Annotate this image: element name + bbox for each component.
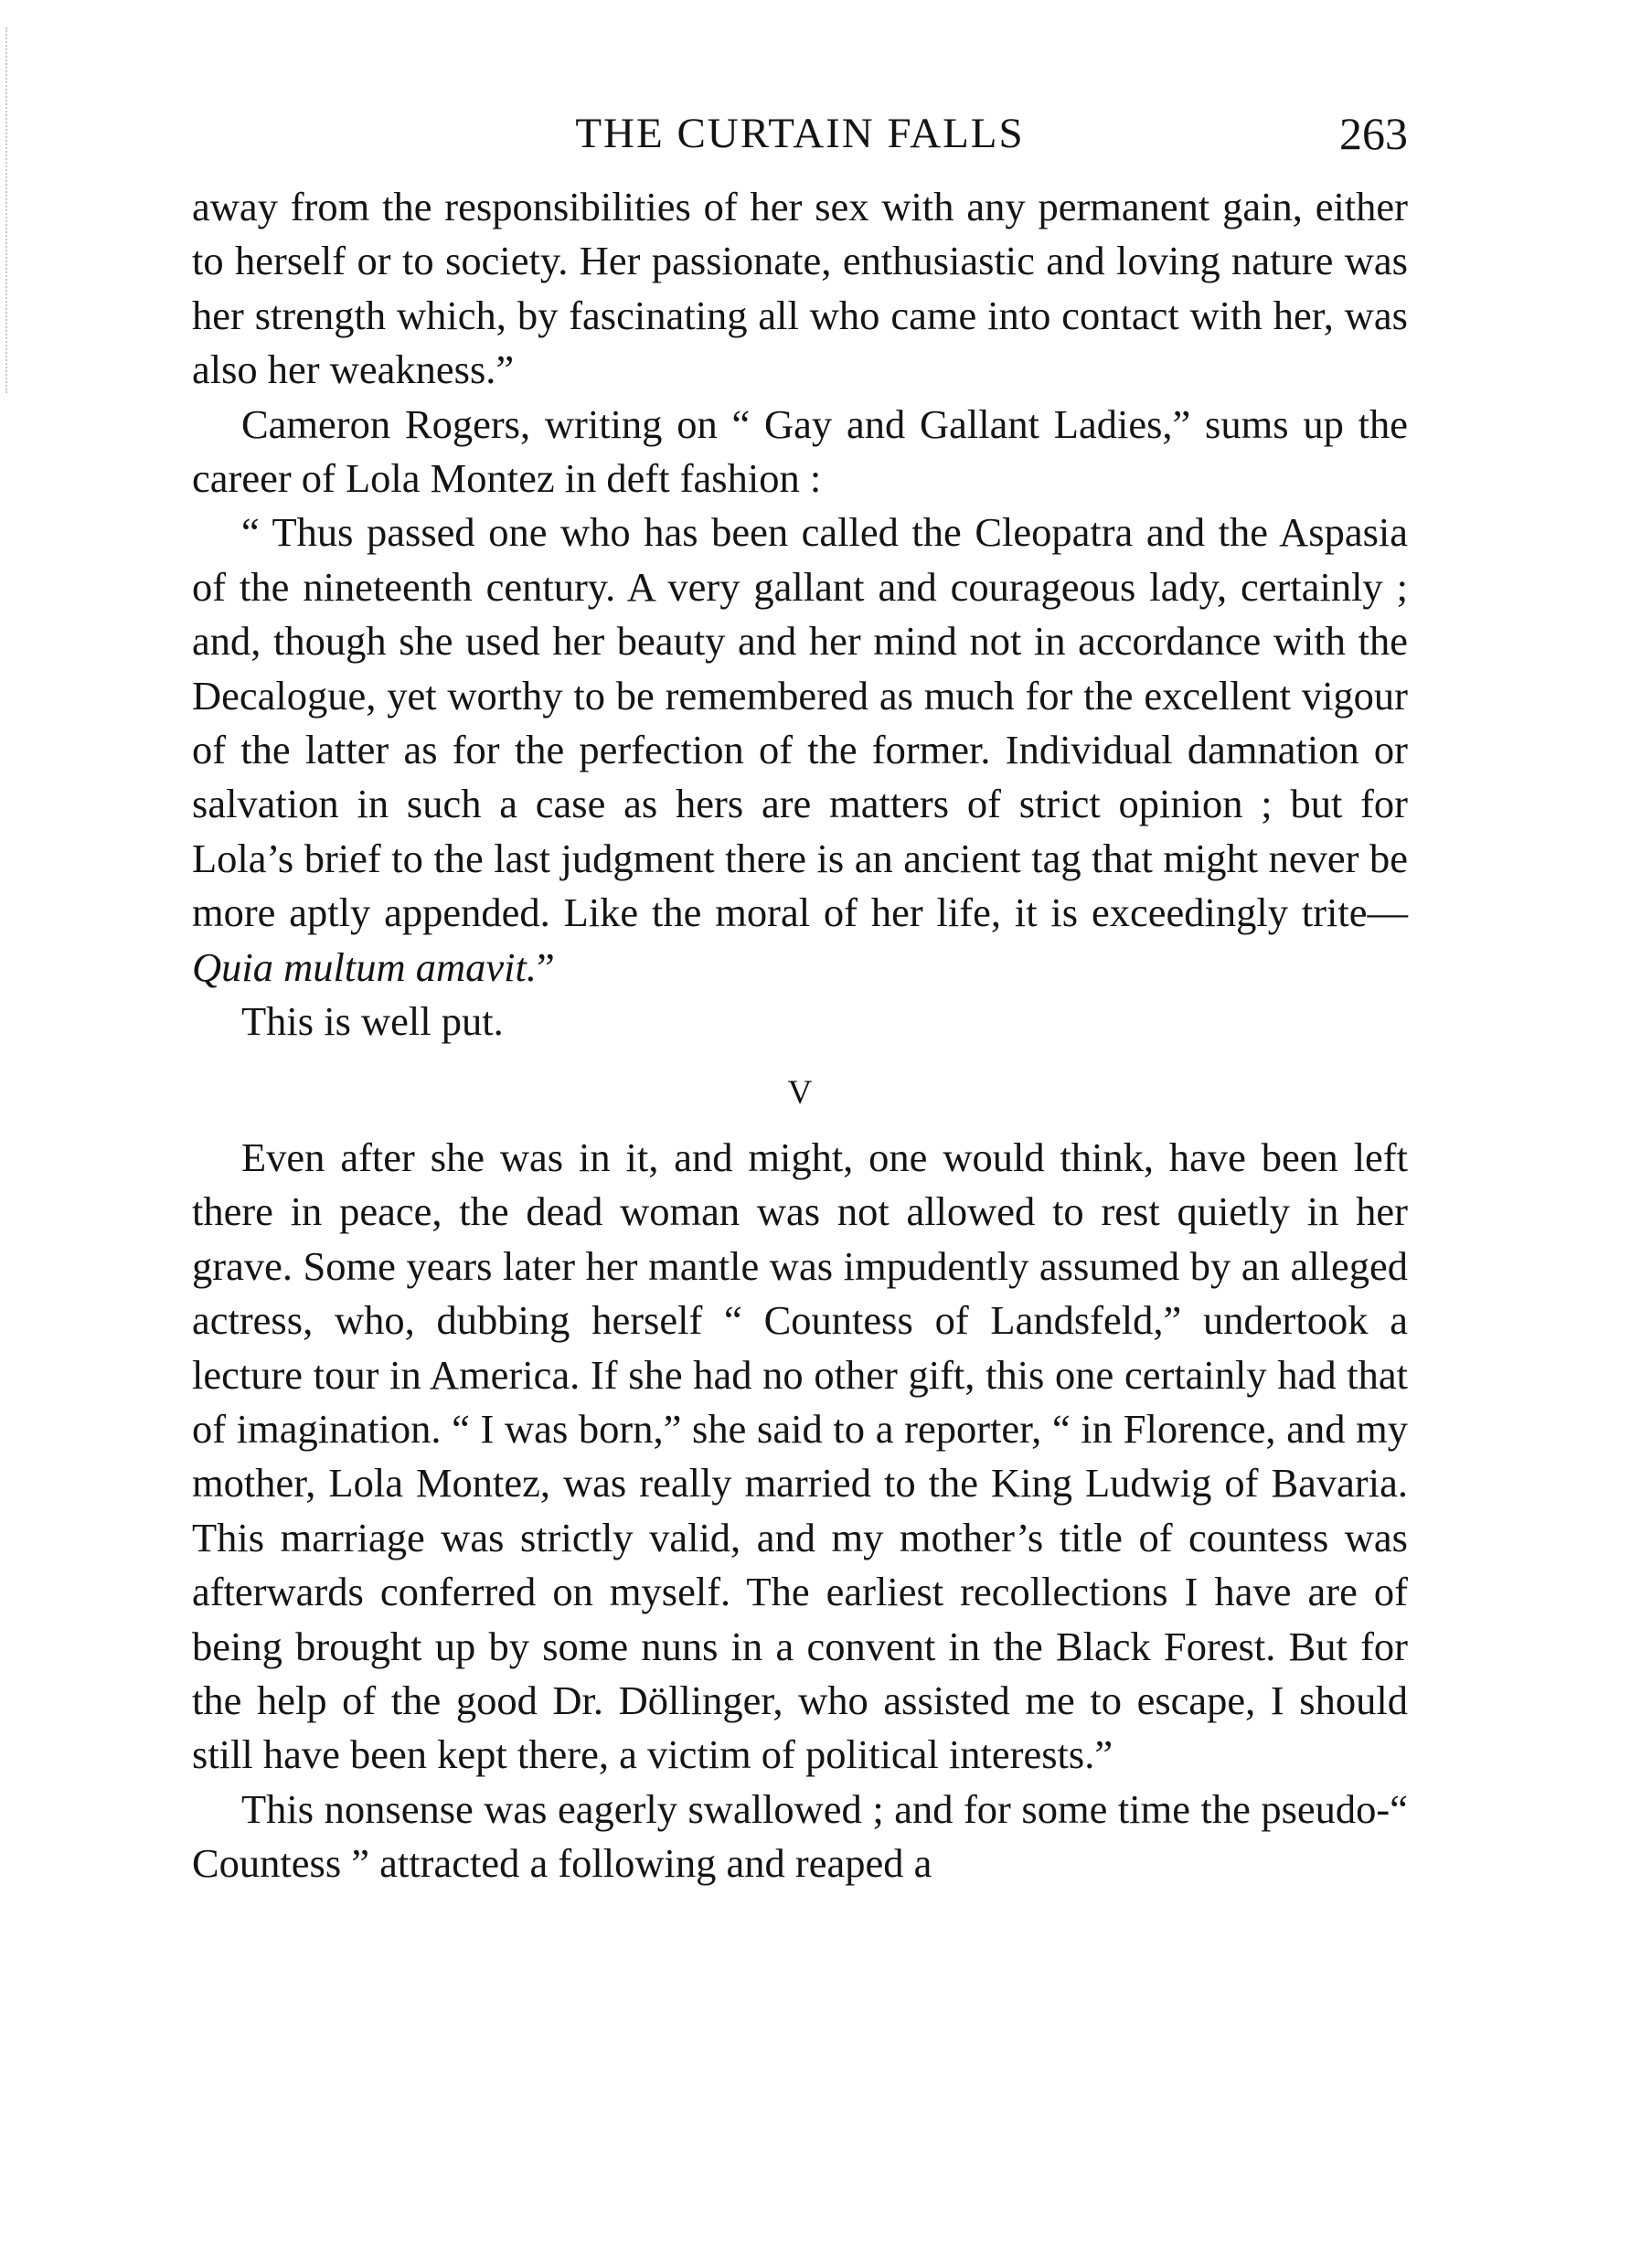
- quotation-text: “ Thus passed one who has been called the Cleopatra and the Aspasia of the nineteenth century. A very gallant and courageous lady, certainly ; and, though she used her beauty and her mind not in accordance with the Decalogue, yet worthy to be remembered as much for the excellent vigour of the latter as for the perfection of the former. Individual damnation or salvation in such a case as hers are matters of strict opinion ; but for Lola’s brief to the last judgment there is an ancient tag that might never be more aptly appended. Like the moral of her life, it is exceedingly trite—: [192, 509, 1408, 936]
- paragraph-continued: away from the responsibilities of her sex with any permanent gain, either to herself or to society. Her passionate, enthusiastic and loving nature was her strength which, by fascinating all who came into contact with her, was also her weakness.”: [192, 184, 1408, 393]
- chapter-title: THE CURTAIN FALLS: [575, 110, 1025, 157]
- paragraph-quotation: [192, 506, 1408, 995]
- scan-edge-marks: [5, 27, 11, 393]
- paragraph-impostor: Even after she was in it, and might, one would think, have been left there in peace, the dead woman was not allowed to rest quietly in her grave. Some years later her mantle was impudently assumed by an alleged actress, who, dubbing herself “ Countess of Landsfeld,” undertook a lecture tour in America. If she had no other gift, this one certainly had that of imagination. “ I was born,” she said to a reporter, “ in Florence, and my mother, Lola Montez, was really married to the King Ludwig of Bavaria. This marriage was strictly valid, and my mother’s title of countess was afterwards conferred on myself. The earliest recollections I have are of being brought up by some nuns in a convent in the Black Forest. But for the help of the good Dr. Döllinger, who assisted me to escape, I should still have been kept there, a victim of political interests.”: [192, 1134, 1408, 1778]
- paragraph-rogers-intro: Cameron Rogers, writing on “ Gay and Gallant Ladies,” sums up the career of Lola Montez in deft fashion :: [192, 400, 1408, 502]
- paragraph-comment: This is well put.: [241, 998, 504, 1045]
- page-number: 263: [1339, 108, 1408, 159]
- running-head: [192, 106, 1408, 161]
- section-number: V: [787, 1073, 813, 1112]
- quotation-close: ”: [537, 943, 555, 990]
- latin-phrase: Quia multum amavit.: [192, 943, 537, 990]
- paragraph-nonsense: This nonsense was eagerly swallowed ; and for some time the pseudo-“ Countess ” attracted a following and reaped a: [192, 1785, 1408, 1887]
- body-text: [192, 180, 1408, 1891]
